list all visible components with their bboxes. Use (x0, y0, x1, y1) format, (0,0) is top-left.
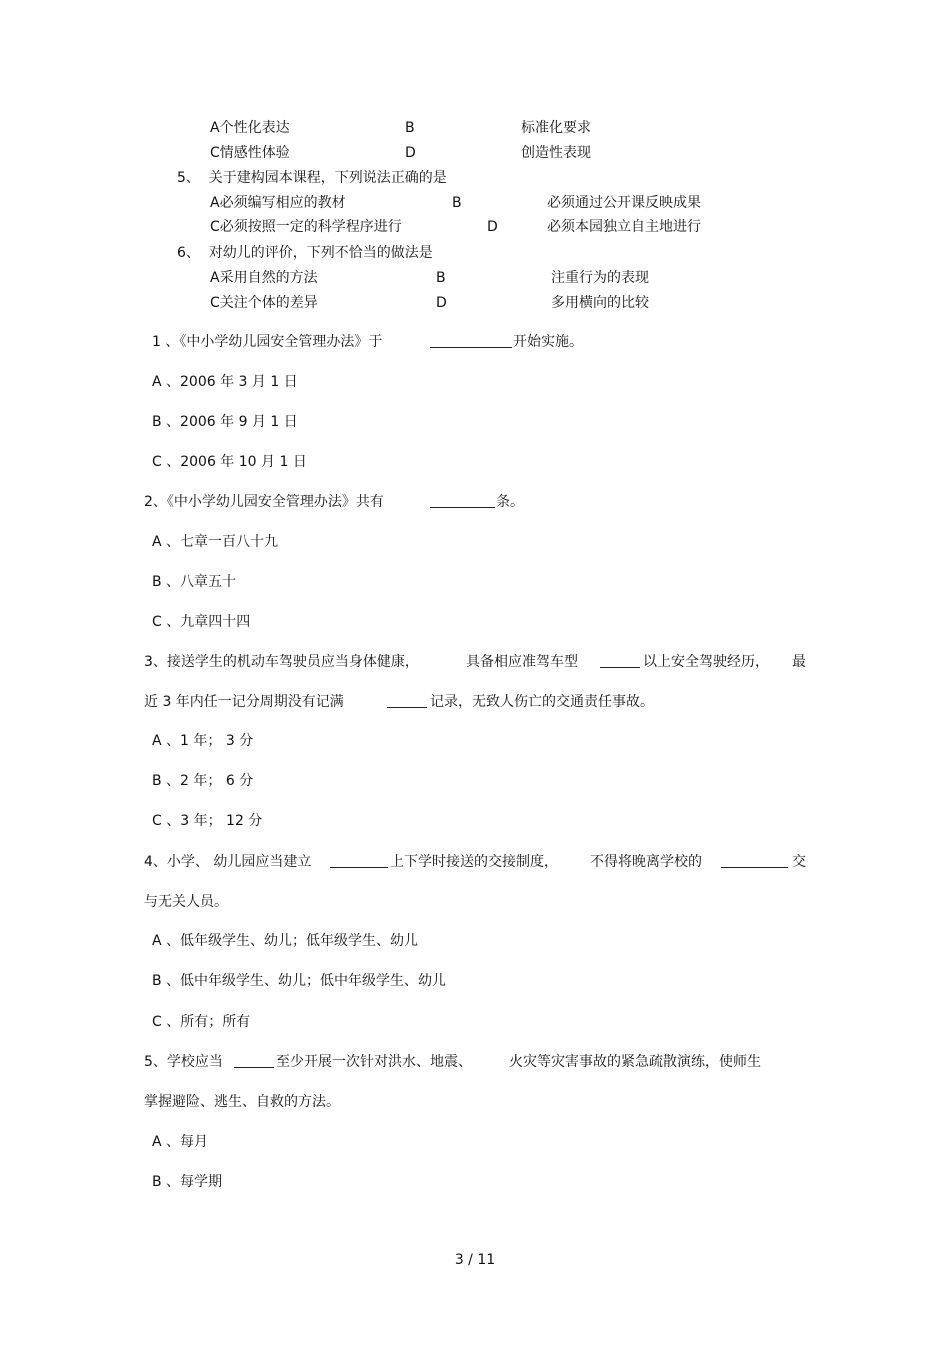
answer-blank (430, 333, 512, 353)
question-line1-part3: 火灾等灾害事故的紧急疏散演练，使师生 (509, 1054, 761, 1070)
option-a: A必须编写相应的教材 (210, 195, 346, 211)
answer-blank (721, 853, 788, 873)
answer-blank (234, 1053, 274, 1073)
option-d-text: 创造性表现 (521, 145, 591, 161)
question-line1-part2: 上下学时接送的交接制度， (390, 854, 558, 870)
page-number: 3 / 11 (454, 1252, 496, 1268)
option-b: B 、2006 年 9 月 1 日 (152, 414, 298, 430)
option-b-letter: B (452, 195, 462, 211)
option-d-letter: D (487, 219, 498, 235)
option-d-text: 必须本园独立自主地进行 (547, 219, 701, 235)
option-c: C 、九章四十四 (152, 614, 251, 630)
question-stem-end: 条。 (496, 494, 524, 510)
option-a: A采用自然的方法 (210, 270, 318, 286)
option-c: C关注个体的差异 (210, 295, 318, 311)
option-d-letter: D (436, 295, 447, 311)
question-line1-part1: 5、学校应当 (144, 1054, 223, 1070)
option-c: C 、2006 年 10 月 1 日 (152, 454, 307, 470)
option-b-letter: B (436, 270, 446, 286)
option-b-text: 注重行为的表现 (551, 270, 649, 286)
question-stem-start: 2、《中小学幼儿园安全管理办法》共有 (144, 494, 384, 510)
option-c: C 、所有；所有 (152, 1014, 251, 1030)
answer-blank (600, 653, 640, 673)
question-line1-part1: 4、小学、 幼儿园应当建立 (144, 854, 312, 870)
question-line2-part2: 记录，无致人伤亡的交通责任事故。 (430, 694, 654, 710)
question-line1-part1: 3、接送学生的机动车驾驶员应当身体健康， (144, 654, 419, 670)
answer-blank (330, 853, 388, 873)
question-line1-part3: 以上安全驾驶经历， (643, 654, 769, 670)
option-d-letter: D (405, 145, 416, 161)
question-line1-part2: 具备相应准驾车型 (466, 654, 578, 670)
question-line2: 与无关人员。 (144, 894, 228, 910)
option-a: A 、2006 年 3 月 1 日 (152, 374, 298, 390)
option-a: A 、七章一百八十九 (152, 534, 279, 550)
option-a: A 、低年级学生、幼儿；低年级学生、幼儿 (152, 933, 419, 949)
question-line1-part2: 至少开展一次针对洪水、地震、 (276, 1054, 472, 1070)
question-line2: 掌握避险、逃生、自救的方法。 (144, 1094, 340, 1110)
option-b: B 、八章五十 (152, 574, 237, 590)
answer-blank (430, 493, 495, 513)
question-line1-part4: 交 (792, 854, 806, 870)
question-line1-part3: 不得将晚离学校的 (590, 854, 702, 870)
question-stem: 5、 关于建构园本课程，下列说法正确的是 (177, 170, 447, 186)
option-b-text: 必须通过公开课反映成果 (547, 195, 701, 211)
option-c: C情感性体验 (210, 145, 290, 161)
question-stem-end: 开始实施。 (513, 334, 583, 350)
option-b-letter: B (405, 120, 415, 136)
option-b: B 、每学期 (152, 1174, 223, 1190)
question-line1-part4: 最 (792, 654, 806, 670)
question-line2-part1: 近 3 年内任一记分周期没有记满 (144, 694, 344, 710)
option-b: B 、低中年级学生、幼儿；低中年级学生、幼儿 (152, 973, 447, 989)
option-a: A个性化表达 (210, 120, 290, 136)
answer-blank (387, 693, 427, 713)
question-stem-start: 1 、《中小学幼儿园安全管理办法》于 (152, 334, 383, 350)
option-c: C必须按照一定的科学程序进行 (210, 219, 402, 235)
option-b: B 、2 年； 6 分 (152, 773, 254, 789)
option-a: A 、1 年； 3 分 (152, 733, 254, 749)
question-stem: 6、 对幼儿的评价，下列不恰当的做法是 (177, 245, 433, 261)
option-a: A 、每月 (152, 1134, 209, 1150)
option-c: C 、3 年； 12 分 (152, 813, 263, 829)
option-b-text: 标准化要求 (521, 120, 591, 136)
option-d-text: 多用横向的比较 (551, 295, 649, 311)
